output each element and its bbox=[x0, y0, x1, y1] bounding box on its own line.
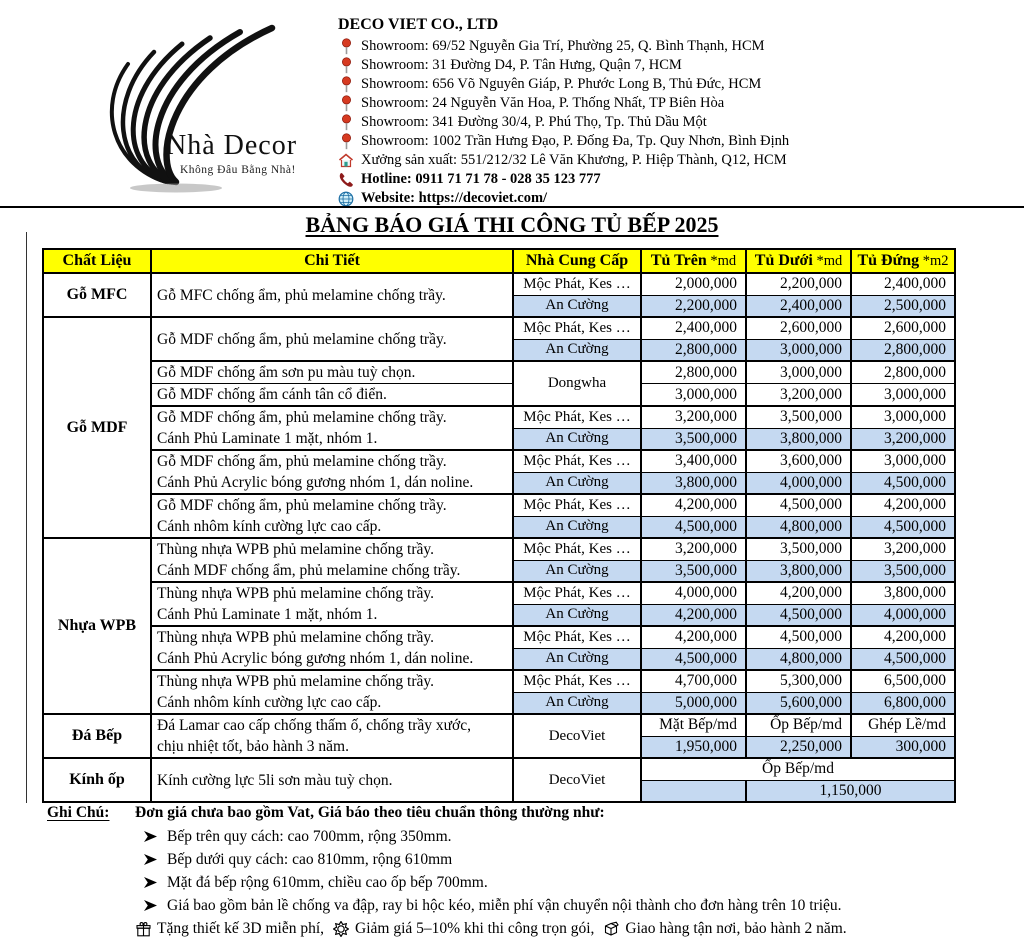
detail-cell: Thùng nhựa WPB phủ melamine chống trầy. Cánh nhôm kính cường lực cao cấp. bbox=[151, 670, 513, 714]
table-row bbox=[43, 317, 955, 339]
supplier-cell: An Cường bbox=[513, 428, 641, 450]
note-bullet bbox=[142, 871, 1007, 894]
company-info-line bbox=[338, 113, 789, 132]
table-row bbox=[43, 494, 955, 516]
price-cell: 6,500,000 bbox=[851, 670, 955, 692]
price-cell: 2,400,000 bbox=[641, 317, 746, 339]
supplier-cell: Mộc Phát, Kes … bbox=[513, 538, 641, 560]
company-info-text: Showroom: 656 Võ Nguyên Giáp, P. Phước Long B, Thủ Đức, HCM bbox=[361, 76, 762, 92]
price-cell: 4,800,000 bbox=[746, 648, 851, 670]
pin-icon bbox=[338, 76, 354, 93]
company-info-text: Showroom: 1002 Trần Hưng Đạo, P. Đống Đa, Tp. Quy Nhơn, Bình Định bbox=[361, 133, 790, 149]
company-info-line bbox=[338, 37, 789, 56]
price-cell: 4,000,000 bbox=[641, 582, 746, 604]
price-table-header-row bbox=[43, 249, 955, 273]
price-table bbox=[42, 248, 956, 803]
column-header: Chất Liệu bbox=[43, 249, 151, 273]
price-cell: 4,500,000 bbox=[851, 648, 955, 670]
discount-icon bbox=[333, 921, 349, 937]
arrow-bullet-icon bbox=[142, 831, 158, 842]
price-cell: 3,200,000 bbox=[641, 538, 746, 560]
price-cell: 2,200,000 bbox=[641, 295, 746, 317]
material-cell: Nhựa WPB bbox=[43, 538, 151, 714]
price-cell: 4,200,000 bbox=[641, 604, 746, 626]
left-margin-rule bbox=[26, 232, 27, 803]
table-row bbox=[43, 538, 955, 560]
company-info-line bbox=[338, 170, 789, 189]
company-info-text: Showroom: 69/52 Nguyễn Gia Trí, Phường 25, Q. Bình Thạnh, HCM bbox=[361, 38, 765, 54]
company-info-text: Xưởng sản xuất: 551/212/32 Lê Văn Khương, P. Hiệp Thành, Q12, HCM bbox=[361, 152, 787, 168]
notes-label: Ghi Chú: bbox=[47, 804, 110, 821]
company-info-text: Showroom: 341 Đường 30/4, P. Phú Thọ, Tp. Thủ Dầu Một bbox=[361, 114, 707, 130]
pin-icon bbox=[338, 114, 354, 131]
detail-cell: Kính cường lực 5li sơn màu tuỳ chọn. bbox=[151, 758, 513, 802]
price-cell: 4,500,000 bbox=[746, 494, 851, 516]
perk-text: Giảm giá 5–10% khi thi công trọn gói, bbox=[355, 920, 595, 937]
price-cell: 2,400,000 bbox=[851, 273, 955, 295]
gift-icon bbox=[135, 922, 151, 937]
supplier-cell: An Cường bbox=[513, 339, 641, 361]
price-cell: 4,500,000 bbox=[851, 472, 955, 494]
column-unit: *md bbox=[706, 253, 737, 269]
pin-icon bbox=[338, 133, 354, 150]
company-info-text: Showroom: 31 Đường D4, P. Tân Hưng, Quận 7, HCM bbox=[361, 57, 682, 73]
notes-perks bbox=[135, 917, 1007, 941]
company-lines bbox=[338, 37, 789, 208]
table-row bbox=[43, 273, 955, 295]
table-row bbox=[43, 626, 955, 648]
price-cell: 1,950,000 bbox=[641, 736, 746, 758]
supplier-cell: An Cường bbox=[513, 516, 641, 538]
price-cell: 2,800,000 bbox=[641, 361, 746, 384]
material-cell: Gỗ MFC bbox=[43, 273, 151, 317]
detail-cell: Thùng nhựa WPB phủ melamine chống trầy. Cánh MDF chống ẩm, phủ melamine chống trầy. bbox=[151, 538, 513, 582]
pin-icon bbox=[338, 95, 354, 112]
company-info-line bbox=[338, 75, 789, 94]
price-cell: 3,000,000 bbox=[746, 361, 851, 384]
material-cell: Kính ốp bbox=[43, 758, 151, 802]
price-cell: 3,800,000 bbox=[851, 582, 955, 604]
phone-icon bbox=[338, 172, 354, 188]
price-cell: 3,000,000 bbox=[851, 384, 955, 407]
company-info-text: Showroom: 24 Nguyễn Văn Hoa, P. Thống Nhất, TP Biên Hòa bbox=[361, 95, 725, 111]
company-info-text: Hotline: 0911 71 71 78 - 028 35 123 777 bbox=[361, 171, 601, 187]
detail-cell: Gỗ MDF chống ẩm, phủ melamine chống trầy. Cánh Phủ Acrylic bóng gương nhóm 1, dán noline. bbox=[151, 450, 513, 494]
table-row bbox=[43, 361, 955, 384]
company-logo bbox=[58, 16, 334, 204]
price-cell: 3,500,000 bbox=[641, 428, 746, 450]
price-cell: 2,200,000 bbox=[746, 273, 851, 295]
price-cell: 3,000,000 bbox=[641, 384, 746, 407]
supplier-cell: An Cường bbox=[513, 648, 641, 670]
column-header: Tủ Trên *md bbox=[641, 249, 746, 273]
note-bullet-text: Mặt đá bếp rộng 610mm, chiều cao ốp bếp 700mm. bbox=[167, 873, 488, 891]
table-row bbox=[43, 406, 955, 428]
price-cell: 2,500,000 bbox=[851, 295, 955, 317]
pin-icon bbox=[338, 57, 354, 74]
table-row bbox=[43, 582, 955, 604]
price-cell: 4,200,000 bbox=[641, 626, 746, 648]
price-cell: 4,500,000 bbox=[851, 516, 955, 538]
globe-icon bbox=[338, 191, 354, 207]
price-cell: 3,200,000 bbox=[746, 384, 851, 407]
table-row bbox=[43, 450, 955, 472]
detail-cell: Thùng nhựa WPB phủ melamine chống trầy. Cánh Phủ Laminate 1 mặt, nhóm 1. bbox=[151, 582, 513, 626]
notes-head bbox=[47, 801, 1007, 825]
unit-label-cell: Mặt Bếp/md bbox=[641, 714, 746, 736]
unit-label-cell: Ghép Lề/md bbox=[851, 714, 955, 736]
price-cell: 3,600,000 bbox=[746, 450, 851, 472]
price-cell: 2,600,000 bbox=[746, 317, 851, 339]
supplier-cell: Dongwha bbox=[513, 361, 641, 406]
detail-cell: Gỗ MFC chống ẩm, phủ melamine chống trầy. bbox=[151, 273, 513, 317]
price-cell: 300,000 bbox=[851, 736, 955, 758]
supplier-cell: Mộc Phát, Kes … bbox=[513, 626, 641, 648]
price-cell: 3,400,000 bbox=[641, 450, 746, 472]
detail-cell: Gỗ MDF chống ẩm, phủ melamine chống trầy. bbox=[151, 317, 513, 361]
company-info-line bbox=[338, 151, 789, 170]
supplier-cell: An Cường bbox=[513, 692, 641, 714]
unit-label-cell: Ốp Bếp/md bbox=[746, 714, 851, 736]
pin-icon bbox=[338, 38, 354, 55]
price-cell: 3,500,000 bbox=[851, 560, 955, 582]
price-cell: 2,600,000 bbox=[851, 317, 955, 339]
empty-cell bbox=[641, 780, 746, 802]
price-cell: 3,800,000 bbox=[746, 428, 851, 450]
column-header: Chi Tiết bbox=[151, 249, 513, 273]
company-name: DECO VIET CO., LTD bbox=[338, 16, 499, 33]
price-cell: 2,800,000 bbox=[641, 339, 746, 361]
header-divider bbox=[0, 206, 1024, 208]
price-cell: 5,600,000 bbox=[746, 692, 851, 714]
price-cell: 3,000,000 bbox=[746, 339, 851, 361]
price-cell: 3,000,000 bbox=[851, 450, 955, 472]
supplier-cell: Mộc Phát, Kes … bbox=[513, 317, 641, 339]
detail-cell: Gỗ MDF chống ẩm, phủ melamine chống trầy. Cánh nhôm kính cường lực cao cấp. bbox=[151, 494, 513, 538]
price-cell: 3,500,000 bbox=[746, 538, 851, 560]
detail-cell: Gỗ MDF chống ẩm, phủ melamine chống trầy. Cánh Phủ Laminate 1 mặt, nhóm 1. bbox=[151, 406, 513, 450]
company-info-line bbox=[338, 94, 789, 113]
perk-text: Giao hàng tận nơi, bảo hành 2 năm. bbox=[625, 920, 847, 937]
brand-tagline: Không Đâu Bằng Nhà! bbox=[180, 164, 296, 176]
price-cell: 3,800,000 bbox=[746, 560, 851, 582]
note-bullet-text: Bếp dưới quy cách: cao 810mm, rộng 610mm bbox=[167, 850, 453, 868]
column-unit: *m2 bbox=[919, 253, 949, 269]
house-icon bbox=[338, 153, 354, 168]
price-cell: 4,500,000 bbox=[641, 648, 746, 670]
price-cell: 3,000,000 bbox=[851, 406, 955, 428]
price-cell: 3,200,000 bbox=[851, 428, 955, 450]
detail-cell: Gỗ MDF chống ẩm sơn pu màu tuỳ chọn. bbox=[151, 361, 513, 384]
table-row bbox=[43, 670, 955, 692]
price-cell: 3,500,000 bbox=[641, 560, 746, 582]
price-cell: 2,400,000 bbox=[746, 295, 851, 317]
price-cell: 2,800,000 bbox=[851, 361, 955, 384]
price-cell: 3,800,000 bbox=[641, 472, 746, 494]
table-row bbox=[43, 384, 955, 407]
supplier-cell: Mộc Phát, Kes … bbox=[513, 670, 641, 692]
note-bullet bbox=[142, 894, 1007, 917]
column-unit: *md bbox=[812, 253, 843, 269]
price-cell: 5,000,000 bbox=[641, 692, 746, 714]
price-cell: 2,000,000 bbox=[641, 273, 746, 295]
arrow-bullet-icon bbox=[142, 900, 158, 911]
price-cell: 4,700,000 bbox=[641, 670, 746, 692]
note-bullet-text: Giá bao gồm bản lề chống va đập, ray bi hộc kéo, miễn phí vận chuyển nội thành cho đơn hàng trên 10 triệu. bbox=[167, 896, 842, 914]
material-cell: Đá Bếp bbox=[43, 714, 151, 758]
notes-bullets bbox=[142, 825, 1007, 917]
table-row bbox=[43, 714, 955, 736]
supplier-cell: Mộc Phát, Kes … bbox=[513, 406, 641, 428]
supplier-cell: An Cường bbox=[513, 560, 641, 582]
material-cell: Gỗ MDF bbox=[43, 317, 151, 538]
price-cell: 4,500,000 bbox=[641, 516, 746, 538]
brand-name: Nhà Decor bbox=[166, 130, 298, 161]
price-cell: 4,200,000 bbox=[641, 494, 746, 516]
unit-label-cell: Ốp Bếp/md bbox=[641, 758, 955, 780]
supplier-cell: An Cường bbox=[513, 295, 641, 317]
price-cell: 3,200,000 bbox=[641, 406, 746, 428]
price-cell: 4,500,000 bbox=[746, 626, 851, 648]
note-bullet bbox=[142, 825, 1007, 848]
price-table-body bbox=[43, 273, 955, 802]
arrow-bullet-icon bbox=[142, 877, 158, 888]
notes-section bbox=[47, 801, 1007, 941]
detail-cell: Gỗ MDF chống ẩm cánh tân cổ điển. bbox=[151, 384, 513, 407]
perk-text: Tặng thiết kế 3D miễn phí, bbox=[157, 920, 325, 937]
supplier-cell: DecoViet bbox=[513, 758, 641, 802]
note-bullet bbox=[142, 848, 1007, 871]
price-cell: 4,200,000 bbox=[851, 494, 955, 516]
notes-heading: Đơn giá chưa bao gồm Vat, Giá báo theo tiêu chuẩn thông thường như: bbox=[135, 804, 605, 821]
supplier-cell: Mộc Phát, Kes … bbox=[513, 450, 641, 472]
price-cell: 3,200,000 bbox=[851, 538, 955, 560]
supplier-cell: Mộc Phát, Kes … bbox=[513, 494, 641, 516]
company-info bbox=[338, 16, 789, 208]
supplier-cell: Mộc Phát, Kes … bbox=[513, 273, 641, 295]
price-cell: 4,000,000 bbox=[746, 472, 851, 494]
page-title: BẢNG BÁO GIÁ THI CÔNG TỦ BẾP 2025 bbox=[305, 212, 719, 237]
supplier-cell: DecoViet bbox=[513, 714, 641, 758]
price-cell: 4,500,000 bbox=[746, 604, 851, 626]
price-cell: 5,300,000 bbox=[746, 670, 851, 692]
supplier-cell: An Cường bbox=[513, 472, 641, 494]
company-info-line bbox=[338, 132, 789, 151]
arrow-bullet-icon bbox=[142, 854, 158, 865]
price-cell: 1,150,000 bbox=[746, 780, 955, 802]
table-row bbox=[43, 758, 955, 780]
price-cell: 4,200,000 bbox=[746, 582, 851, 604]
price-cell: 2,800,000 bbox=[851, 339, 955, 361]
column-header: Tủ Đứng *m2 bbox=[851, 249, 955, 273]
price-cell: 6,800,000 bbox=[851, 692, 955, 714]
price-cell: 3,500,000 bbox=[746, 406, 851, 428]
company-info-line bbox=[338, 56, 789, 75]
delivery-icon bbox=[603, 921, 619, 937]
price-cell: 4,200,000 bbox=[851, 626, 955, 648]
supplier-cell: An Cường bbox=[513, 604, 641, 626]
column-header: Tủ Dưới *md bbox=[746, 249, 851, 273]
column-header: Nhà Cung Cấp bbox=[513, 249, 641, 273]
company-info-text: Website: https://decoviet.com/ bbox=[361, 190, 548, 206]
note-bullet-text: Bếp trên quy cách: cao 700mm, rộng 350mm. bbox=[167, 827, 452, 845]
price-cell: 2,250,000 bbox=[746, 736, 851, 758]
detail-cell: Đá Lamar cao cấp chống thấm ố, chống trầy xước, chịu nhiệt tốt, bảo hành 3 năm. bbox=[151, 714, 513, 758]
price-cell: 4,000,000 bbox=[851, 604, 955, 626]
supplier-cell: Mộc Phát, Kes … bbox=[513, 582, 641, 604]
price-cell: 4,800,000 bbox=[746, 516, 851, 538]
detail-cell: Thùng nhựa WPB phủ melamine chống trầy. Cánh Phủ Acrylic bóng gương nhóm 1, dán noline. bbox=[151, 626, 513, 670]
